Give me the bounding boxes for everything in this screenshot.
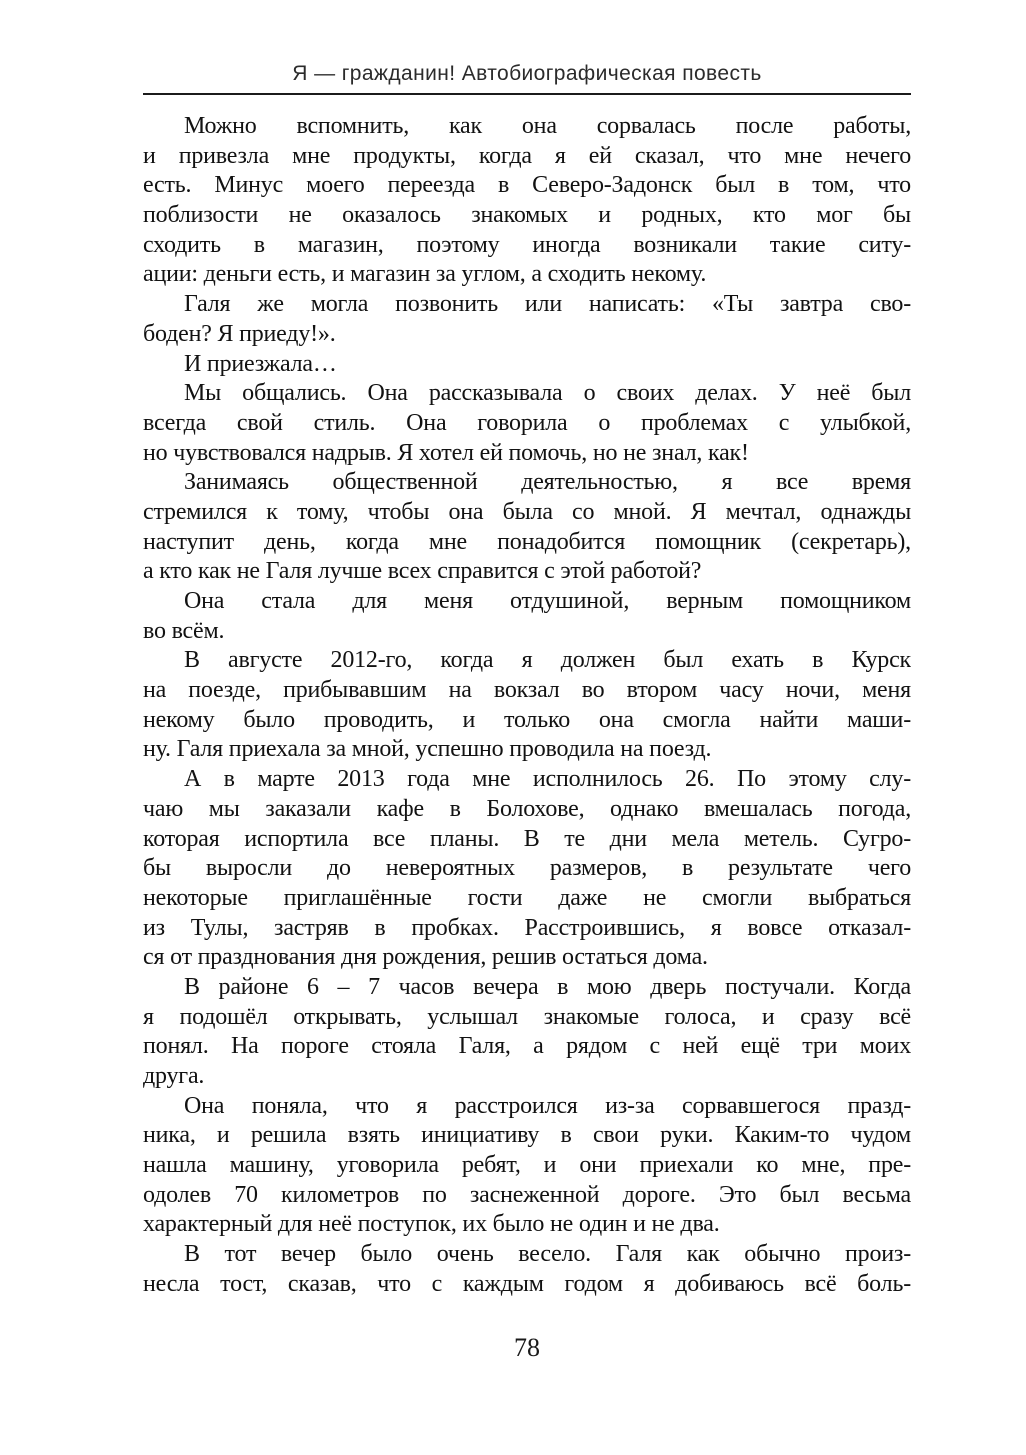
text-line: которая испортила все планы. В те дни мела метель. Сугро- xyxy=(143,825,911,852)
text-line: И приезжала… xyxy=(184,350,337,377)
text-line: боден? Я приеду!». xyxy=(143,320,336,347)
paragraph xyxy=(143,290,911,349)
paragraph xyxy=(143,646,911,765)
text-line: и привезла мне продукты, когда я ей сказал, что мне нечего xyxy=(143,142,911,169)
text-line: а кто как не Галя лучше всех справится с этой работой? xyxy=(143,558,702,585)
text-line: ну. Галя приехала за мной, успешно проводила на поезд. xyxy=(143,736,712,763)
text-line: поблизости не оказалось знакомых и родных, кто мог бы xyxy=(143,202,911,229)
paragraph xyxy=(143,1092,911,1240)
paragraph xyxy=(143,350,911,380)
paragraph xyxy=(143,112,911,290)
page-number: 78 xyxy=(514,1333,540,1362)
text-line: понял. На пороге стояла Галя, а рядом с ней ещё три моих xyxy=(143,1033,911,1060)
text-line: стремился к тому, чтобы она была со мной. Я мечтал, однажды xyxy=(143,498,911,525)
text-line: Галя же могла позвонить или написать: «Ты завтра сво- xyxy=(184,291,911,318)
text-line: на поезде, прибывавшим на вокзал во втором часу ночи, меня xyxy=(143,677,911,704)
text-line: во всём. xyxy=(143,617,225,644)
text-line: характерный для неё поступок, их было не один и не два. xyxy=(143,1211,720,1238)
text-line: бы выросли до невероятных размеров, в результате чего xyxy=(143,855,911,882)
text-line: Можно вспомнить, как она сорвалась после работы, xyxy=(184,113,911,139)
text-line: нашла машину, уговорила ребят, и они приехали ко мне, пре- xyxy=(143,1152,911,1179)
text-line: Она стала для меня отдушиной, верным помощником xyxy=(184,588,911,614)
text-line: В августе 2012-го, когда я должен был ехать в Курск xyxy=(184,647,911,674)
running-head-title: Я — гражданин! Автобиографическая повесть xyxy=(292,62,762,85)
text-line: сходить в магазин, поэтому иногда возникали такие ситу- xyxy=(143,231,911,258)
text-line: ации: деньги есть, и магазин за углом, а сходить некому. xyxy=(143,261,707,288)
text-line: наступит день, когда мне понадобится помощник (секретарь), xyxy=(143,528,911,555)
text-line: Мы общались. Она рассказывала о своих делах. У неё был xyxy=(184,380,911,407)
paragraph xyxy=(143,765,911,973)
text-line: А в марте 2013 года мне исполнилось 26. По этому слу- xyxy=(184,766,911,793)
text-line: некоторые приглашённые гости даже не смогли выбраться xyxy=(143,884,911,911)
text-line: всегда свой стиль. Она говорила о проблемах с улыбкой, xyxy=(143,409,911,436)
text-line: несла тост, сказав, что с каждым годом я добиваюсь всё боль- xyxy=(143,1270,911,1297)
text-line: В районе 6 – 7 часов вечера в мою дверь постучали. Когда xyxy=(184,973,911,1000)
text-line: я подошёл открывать, услышал знакомые голоса, и сразу всё xyxy=(143,1003,911,1030)
header-rule xyxy=(143,93,911,95)
text-line: Она поняла, что я расстроился из-за сорвавшегося празд- xyxy=(184,1092,911,1119)
paragraph xyxy=(143,587,911,646)
text-line: чаю мы заказали кафе в Болохове, однако вмешалась погода, xyxy=(143,795,911,822)
text-line: есть. Минус моего переезда в Северо-Задонск был в том, что xyxy=(143,172,911,199)
text-line: ника, и решила взять инициативу в свои руки. Каким-то чудом xyxy=(143,1122,911,1149)
text-line: Занимаясь общественной деятельностью, я все время xyxy=(184,469,911,496)
text-line: одолев 70 километров по заснеженной дороге. Это был весьма xyxy=(143,1181,911,1208)
paragraph xyxy=(143,973,911,1092)
body-text-block xyxy=(143,112,911,1300)
paragraph xyxy=(143,379,911,468)
text-line: друга. xyxy=(143,1063,205,1089)
text-line: но чувствовался надрыв. Я хотел ей помочь, но не знал, как! xyxy=(143,439,749,466)
paragraph xyxy=(143,468,911,587)
text-line: ся от празднования дня рождения, решив остаться дома. xyxy=(143,944,708,971)
text-line: некому было проводить, и только она смогла найти маши- xyxy=(143,706,911,733)
text-line: В тот вечер было очень весело. Галя как обычно произ- xyxy=(184,1241,911,1268)
paragraph xyxy=(143,1240,911,1299)
text-line: из Тулы, застряв в пробках. Расстроившись, я вовсе отказал- xyxy=(143,914,911,941)
